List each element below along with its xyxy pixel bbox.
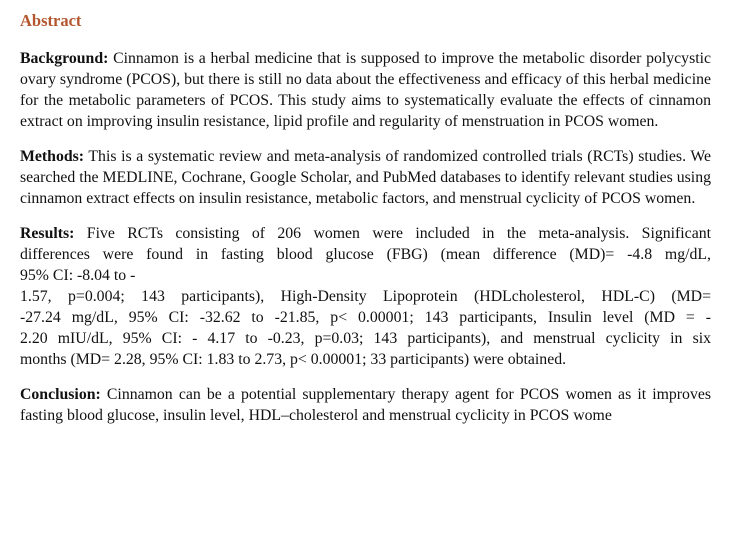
results-line-1 [20, 223, 711, 244]
methods-text: This is a systematic review and meta-analysis of randomized controlled trials (RCTs) studies. We searched the MEDLINE, Cochrane, Google Scholar, and PubMed databases to identify relevant studies using cinnamon extract effects on insulin resistance, metabolic factors, and menstrual cyclicity of PCOS women. [20, 148, 711, 207]
results-label: Results: [20, 225, 75, 242]
results-line-5: -27.24 mg/dL, 95% CI: -32.62 to -21.85, p< 0.00001; 143 participants, Insulin level (MD = - [20, 309, 711, 326]
abstract-page [20, 9, 711, 440]
results-line-7: months (MD= 2.28, 95% CI: 1.83 to 2.73, p< 0.00001; 33 participants) were obtained. [20, 351, 567, 368]
methods-section [20, 146, 711, 209]
methods-label: Methods: [20, 148, 85, 165]
background-label: Background: [20, 50, 109, 67]
results-line-6: 2.20 mIU/dL, 95% CI: - 4.17 to -0.23, p=0.03; 143 participants), and menstrual cyclicity in six [20, 330, 711, 347]
background-text: Cinnamon is a herbal medicine that is supposed to improve the metabolic disorder polycystic ovary syndrome (PCOS), but there is still no data about the effectiveness and efficacy of this herbal medicine for the metabolic parameters of PCOS. This study aims to systematically evaluate the effects of cinnamon extract on improving insulin resistance, lipid profile and regularity of menstruation in PCOS women. [20, 50, 712, 130]
background-section [20, 48, 711, 132]
conclusion-section [20, 384, 711, 426]
results-line-4: 1.57, p=0.004; 143 participants), High-Density Lipoprotein (HDLcholesterol, HDL-C) (MD= [20, 288, 711, 305]
results-line-1-text: Five RCTs consisting of 206 women were included in the meta-analysis. Significant [86, 225, 711, 242]
results-line-2: differences were found in fasting blood glucose (FBG) (mean difference (MD)= -4.8 mg/dL, [20, 246, 711, 263]
conclusion-text: Cinnamon can be a potential supplementary therapy agent for PCOS women as it improves fasting blood glucose, insulin level, HDL–cholesterol and menstrual cyclicity in PCOS wome [20, 386, 712, 424]
results-line-3: 95% CI: -8.04 to - [20, 267, 136, 284]
abstract-heading: Abstract [20, 11, 82, 30]
results-section [20, 223, 711, 370]
conclusion-label: Conclusion: [20, 386, 101, 403]
